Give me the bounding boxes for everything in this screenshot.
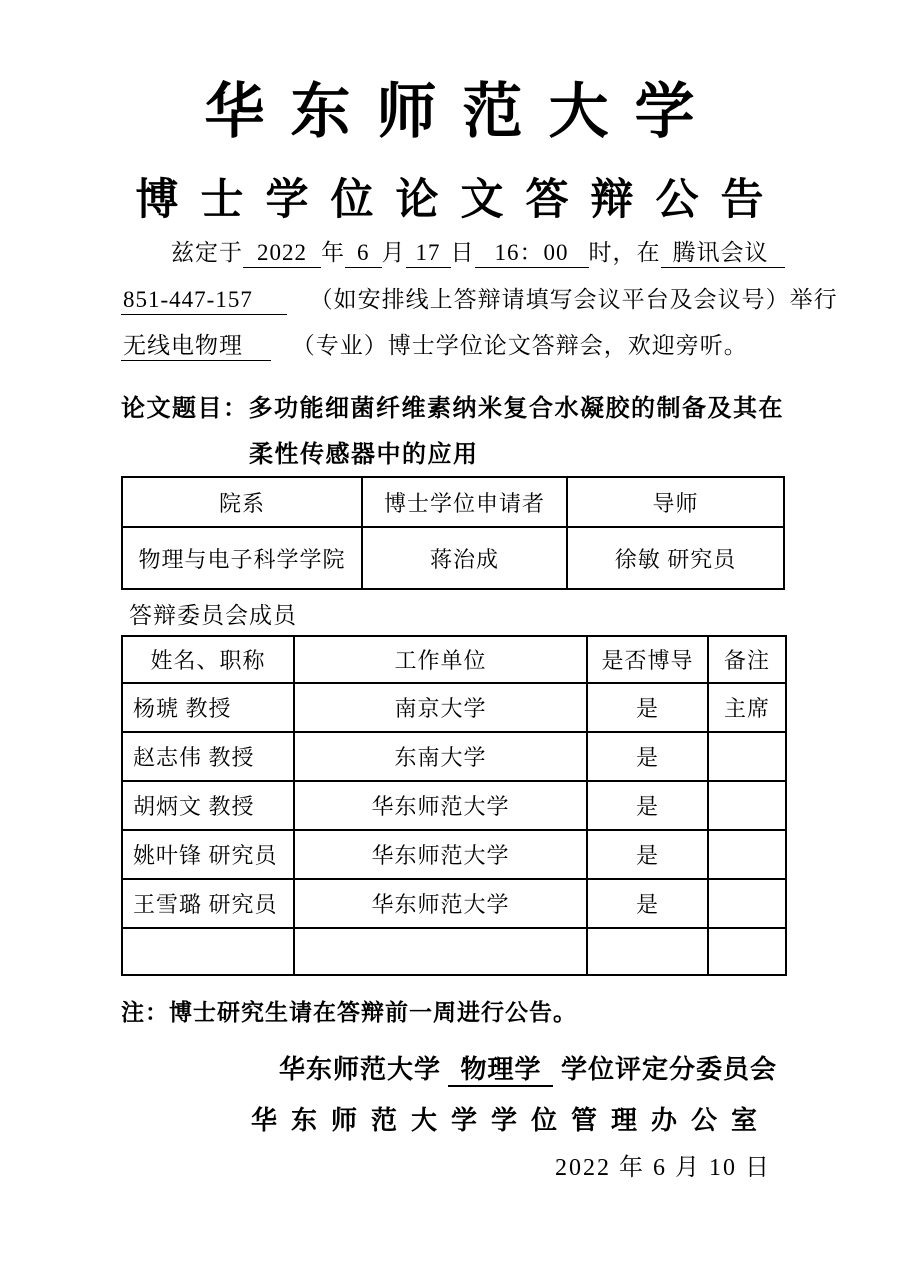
intro-line-3 [121, 327, 781, 361]
signature-committee-line [279, 1049, 777, 1087]
defense-year: 2022 [243, 239, 321, 268]
member-supervisor [587, 928, 708, 975]
member-affiliation: 南京大学 [294, 683, 587, 732]
year-unit: 年 [321, 240, 345, 265]
meeting-id: 851-447-157 [121, 286, 287, 315]
member-supervisor: 是 [587, 781, 708, 830]
committee-header-remark: 备注 [708, 636, 786, 683]
member-remark [708, 781, 786, 830]
defense-major: 无线电物理 [121, 332, 271, 361]
committee-row [122, 683, 786, 732]
member-supervisor: 是 [587, 830, 708, 879]
month-unit: 月 [381, 240, 406, 265]
committee-row [122, 781, 786, 830]
thesis-title-line-1 [121, 388, 821, 423]
announcement-title: 博士学位论文答辩公告 [135, 177, 786, 224]
thesis-title-text-2: 柔性传感器中的应用 [249, 442, 479, 468]
intro-line-1 [121, 234, 781, 268]
member-remark [708, 732, 786, 781]
committee-row [122, 830, 786, 879]
committee-header-affiliation: 工作单位 [294, 636, 587, 683]
member-remark [708, 879, 786, 928]
committee-table [121, 635, 787, 976]
announcement-date: 2022 年 6 月 10 日 [555, 1155, 771, 1181]
signature-major: 物理学 [448, 1054, 553, 1087]
member-remark [708, 928, 786, 975]
member-affiliation: 华东师范大学 [294, 830, 587, 879]
committee-header-name: 姓名、职称 [122, 636, 294, 683]
info-table-header-row [122, 477, 784, 527]
committee-header-row [122, 636, 786, 683]
info-header-applicant: 博士学位申请者 [362, 477, 567, 527]
university-title: 华东师范大学 [204, 79, 721, 145]
committee-row [122, 732, 786, 781]
intro-line-2 [121, 281, 838, 315]
thesis-title-text-1: 多功能细菌纤维素纳米复合水凝胶的制备及其在 [248, 396, 784, 422]
committee-header-supervisor: 是否博导 [587, 636, 708, 683]
signature-office-line: 华东师范大学学位管理办公室 [250, 1106, 771, 1135]
member-affiliation: 华东师范大学 [294, 781, 587, 830]
info-table-data-row [122, 527, 784, 589]
applicant-info-table [121, 476, 785, 590]
intro-prefix: 兹定于 [171, 240, 243, 265]
intro-line3-text: （专业）博士学位论文答辩会，欢迎旁听。 [291, 333, 748, 358]
member-name: 姚叶锋 研究员 [122, 830, 294, 879]
member-name: 赵志伟 教授 [122, 732, 294, 781]
defense-month: 6 [345, 239, 382, 268]
thesis-label: 论文题目： [121, 396, 249, 422]
member-supervisor: 是 [587, 879, 708, 928]
member-name: 王雪璐 研究员 [122, 879, 294, 928]
member-remark: 主席 [708, 683, 786, 732]
intro-line2-text: （如安排线上答辩请填写会议平台及会议号）举行 [309, 287, 838, 312]
advisor-value: 徐敏 研究员 [567, 527, 784, 589]
signature-university: 华东师范大学 [278, 1055, 441, 1084]
member-affiliation: 东南大学 [294, 732, 587, 781]
signature-committee-suffix: 学位评定分委员会 [560, 1055, 777, 1084]
defense-day: 17 [406, 239, 451, 268]
member-name: 杨琥 教授 [122, 683, 294, 732]
time-suffix: 时，在 [588, 240, 661, 265]
committee-row-empty [122, 928, 786, 975]
defense-time: 16：00 [475, 239, 589, 268]
info-header-department: 院系 [122, 477, 362, 527]
committee-section-label: 答辩委员会成员 [129, 603, 297, 628]
member-supervisor: 是 [587, 732, 708, 781]
member-affiliation: 华东师范大学 [294, 879, 587, 928]
defense-venue: 腾讯会议 [661, 239, 785, 268]
department-value: 物理与电子科学学院 [122, 527, 362, 589]
footer-note: 注：博士研究生请在答辩前一周进行公告。 [121, 1000, 577, 1025]
info-header-advisor: 导师 [567, 477, 784, 527]
member-supervisor: 是 [587, 683, 708, 732]
member-name [122, 928, 294, 975]
member-remark [708, 830, 786, 879]
member-affiliation [294, 928, 587, 975]
member-name: 胡炳文 教授 [122, 781, 294, 830]
thesis-title-line-2 [121, 434, 899, 469]
day-unit: 日 [450, 240, 475, 265]
applicant-value: 蒋治成 [362, 527, 567, 589]
committee-row [122, 879, 786, 928]
